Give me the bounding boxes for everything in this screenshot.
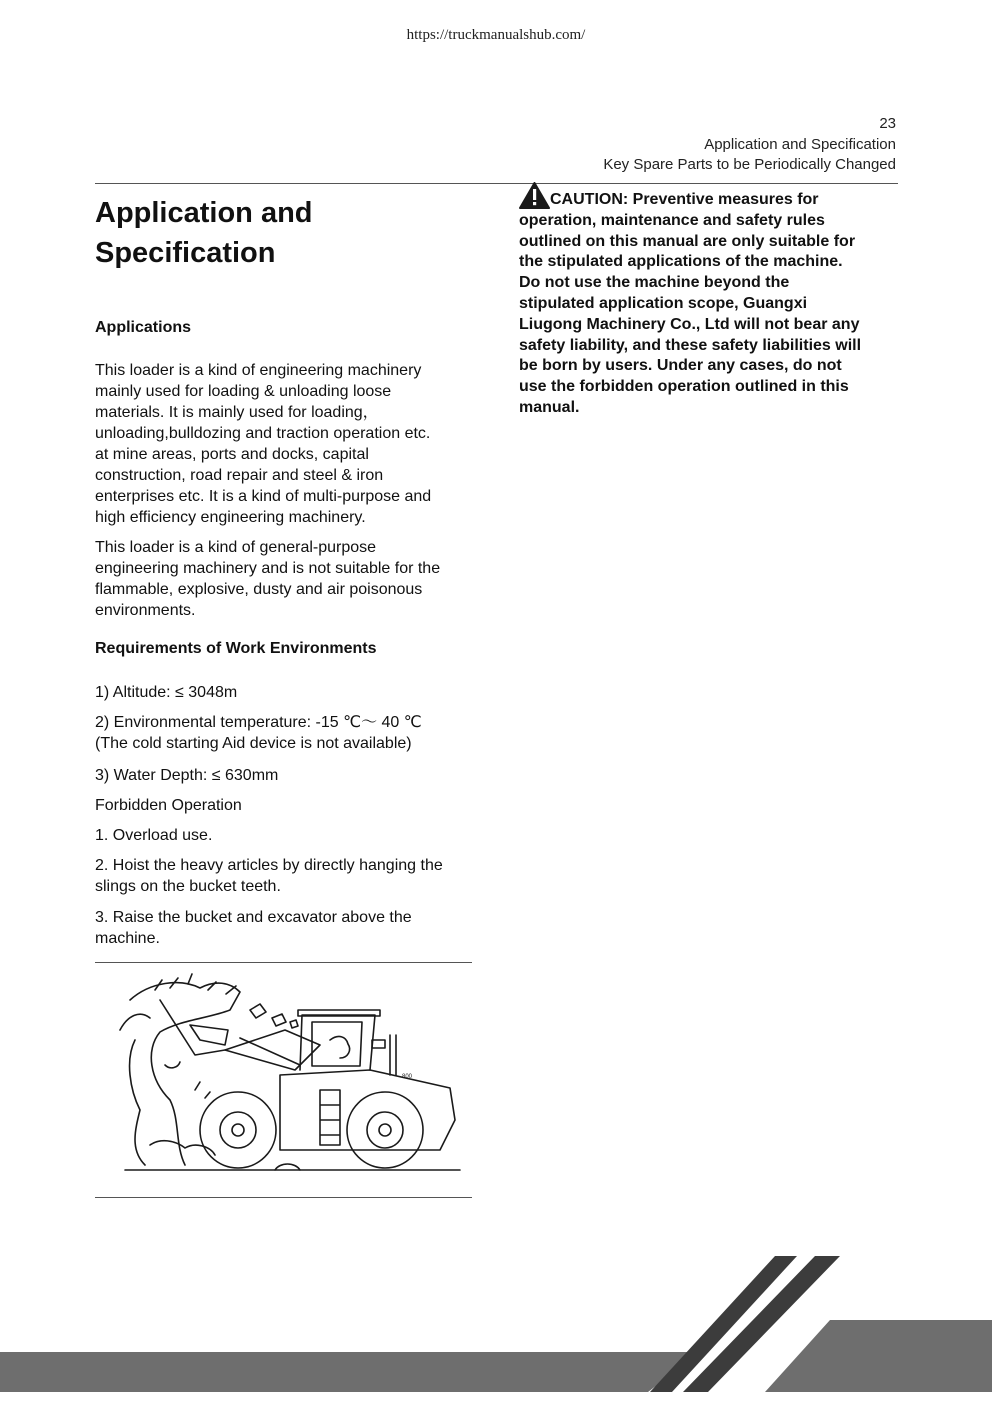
- figure-top-divider: [95, 962, 472, 963]
- text-line: construction, road repair and steel & iron: [95, 467, 384, 484]
- header-divider: [95, 183, 898, 184]
- text-line: flammable, explosive, dusty and air poisonous: [95, 581, 423, 598]
- left-column: [95, 193, 473, 949]
- text-line: enterprises etc. It is a kind of multi-purpose and: [95, 488, 432, 505]
- text-line: slings on the bucket teeth.: [95, 878, 281, 895]
- figure-bottom-divider: [95, 1197, 472, 1198]
- caution-line: safety liability, and these safety liabilities will: [519, 336, 862, 354]
- source-url[interactable]: https://truckmanualshub.com/: [406, 27, 586, 43]
- caution-line: the stipulated applications of the machine.: [519, 253, 843, 271]
- applications-heading: Applications: [95, 319, 192, 336]
- requirements-heading: Requirements of Work Environments: [95, 640, 377, 657]
- text-line: high efficiency engineering machinery.: [95, 509, 366, 526]
- text-line: (The cold starting Aid device is not available): [95, 735, 412, 752]
- caution-notice: [519, 190, 899, 419]
- forbidden-item-2: [95, 855, 473, 897]
- requirement-temperature: [95, 712, 473, 754]
- caution-line: Liugong Machinery Co., Ltd will not bear any: [519, 315, 860, 333]
- caution-line: be born by users. Under any cases, do not: [519, 357, 842, 375]
- wheel-loader-illustration: [100, 970, 470, 1188]
- text-line: mainly used for loading & unloading loose: [95, 383, 392, 400]
- caution-line: Do not use the machine beyond the: [519, 274, 790, 292]
- caution-line: CAUTION: Preventive measures for: [550, 191, 819, 208]
- applications-paragraph-2: [95, 537, 473, 621]
- text-line: machine.: [95, 930, 160, 947]
- section-title-line: Specification: [95, 237, 276, 269]
- caution-line: outlined on this manual are only suitable for: [519, 232, 856, 250]
- applications-paragraph-1: [95, 360, 473, 528]
- caution-line: manual.: [519, 398, 580, 416]
- header-chapter: Application and Specification: [704, 135, 896, 153]
- text-line: 2) Environmental temperature: -15 ℃～ 40 ℃: [95, 714, 422, 731]
- caution-line: use the forbidden operation outlined in this: [519, 378, 849, 396]
- footer-decoration: [0, 1250, 992, 1404]
- text-line: at mine areas, ports and docks, capital: [95, 446, 369, 463]
- forbidden-heading: Forbidden Operation: [95, 797, 242, 814]
- section-title-line: Application and: [95, 197, 313, 229]
- text-line: engineering machinery and is not suitable for the: [95, 560, 441, 577]
- text-line: 3. Raise the bucket and excavator above the: [95, 909, 412, 926]
- text-line: environments.: [95, 602, 196, 619]
- text-line: materials. It is mainly used for loading，: [95, 404, 379, 421]
- forbidden-item-1: 1. Overload use.: [95, 827, 213, 844]
- forbidden-item-3: [95, 907, 473, 949]
- requirement-altitude: 1) Altitude: ≤ 3048m: [95, 684, 238, 701]
- text-line: 2. Hoist the heavy articles by directly hanging the: [95, 857, 443, 874]
- requirement-water-depth: 3) Water Depth: ≤ 630mm: [95, 767, 279, 784]
- running-header: [603, 114, 896, 176]
- header-subchapter: Key Spare Parts to be Periodically Changed: [603, 156, 896, 173]
- text-line: This loader is a kind of general-purpose: [95, 539, 377, 556]
- caution-line: stipulated application scope, Guangxi: [519, 294, 808, 312]
- page-number: 23: [879, 115, 896, 132]
- text-line: This loader is a kind of engineering machinery: [95, 362, 422, 379]
- cab-model-label: 800: [402, 1074, 413, 1080]
- text-line: unloading,bulldozing and traction operation etc.: [95, 425, 431, 442]
- warning-icon: [519, 182, 550, 209]
- caution-line: operation, maintenance and safety rules: [519, 211, 825, 229]
- section-title: [95, 193, 473, 273]
